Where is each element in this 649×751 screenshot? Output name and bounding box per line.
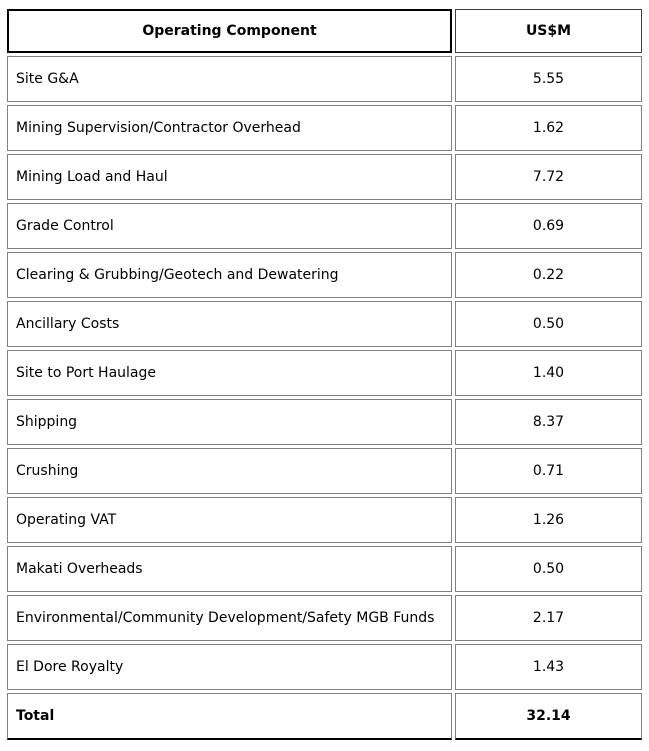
value-cell: 1.40 bbox=[455, 350, 642, 396]
table-row bbox=[7, 154, 642, 200]
table-row bbox=[7, 399, 642, 445]
component-cell: Site to Port Haulage bbox=[7, 350, 452, 396]
component-cell: El Dore Royalty bbox=[7, 644, 452, 690]
table-row bbox=[7, 252, 642, 298]
table-row bbox=[7, 644, 642, 690]
component-cell: Grade Control bbox=[7, 203, 452, 249]
total-row bbox=[7, 693, 642, 740]
value-cell: 1.43 bbox=[455, 644, 642, 690]
value-cell: 7.72 bbox=[455, 154, 642, 200]
header-usm: US$M bbox=[455, 9, 642, 53]
value-cell: 5.55 bbox=[455, 56, 642, 102]
component-cell: Ancillary Costs bbox=[7, 301, 452, 347]
value-cell: 2.17 bbox=[455, 595, 642, 641]
table-row bbox=[7, 350, 642, 396]
value-cell: 0.71 bbox=[455, 448, 642, 494]
table-header-row bbox=[7, 9, 642, 53]
component-cell: Shipping bbox=[7, 399, 452, 445]
component-cell: Mining Supervision/Contractor Overhead bbox=[7, 105, 452, 151]
table-row bbox=[7, 546, 642, 592]
value-cell: 0.50 bbox=[455, 546, 642, 592]
component-cell: Site G&A bbox=[7, 56, 452, 102]
value-cell: 1.62 bbox=[455, 105, 642, 151]
table-row bbox=[7, 595, 642, 641]
value-cell: 8.37 bbox=[455, 399, 642, 445]
table-row bbox=[7, 497, 642, 543]
component-cell: Crushing bbox=[7, 448, 452, 494]
operating-cost-table bbox=[4, 6, 645, 743]
total-value-cell: 32.14 bbox=[455, 693, 642, 740]
value-cell: 0.69 bbox=[455, 203, 642, 249]
header-operating-component: Operating Component bbox=[7, 9, 452, 53]
table-row bbox=[7, 56, 642, 102]
table-row bbox=[7, 448, 642, 494]
component-cell: Makati Overheads bbox=[7, 546, 452, 592]
component-cell: Mining Load and Haul bbox=[7, 154, 452, 200]
table-row bbox=[7, 203, 642, 249]
component-cell: Clearing & Grubbing/Geotech and Dewatering bbox=[7, 252, 452, 298]
component-cell: Environmental/Community Development/Safety MGB Funds bbox=[7, 595, 452, 641]
value-cell: 0.22 bbox=[455, 252, 642, 298]
value-cell: 0.50 bbox=[455, 301, 642, 347]
table-row bbox=[7, 105, 642, 151]
value-cell: 1.26 bbox=[455, 497, 642, 543]
total-label-cell: Total bbox=[7, 693, 452, 740]
table-row bbox=[7, 301, 642, 347]
component-cell: Operating VAT bbox=[7, 497, 452, 543]
